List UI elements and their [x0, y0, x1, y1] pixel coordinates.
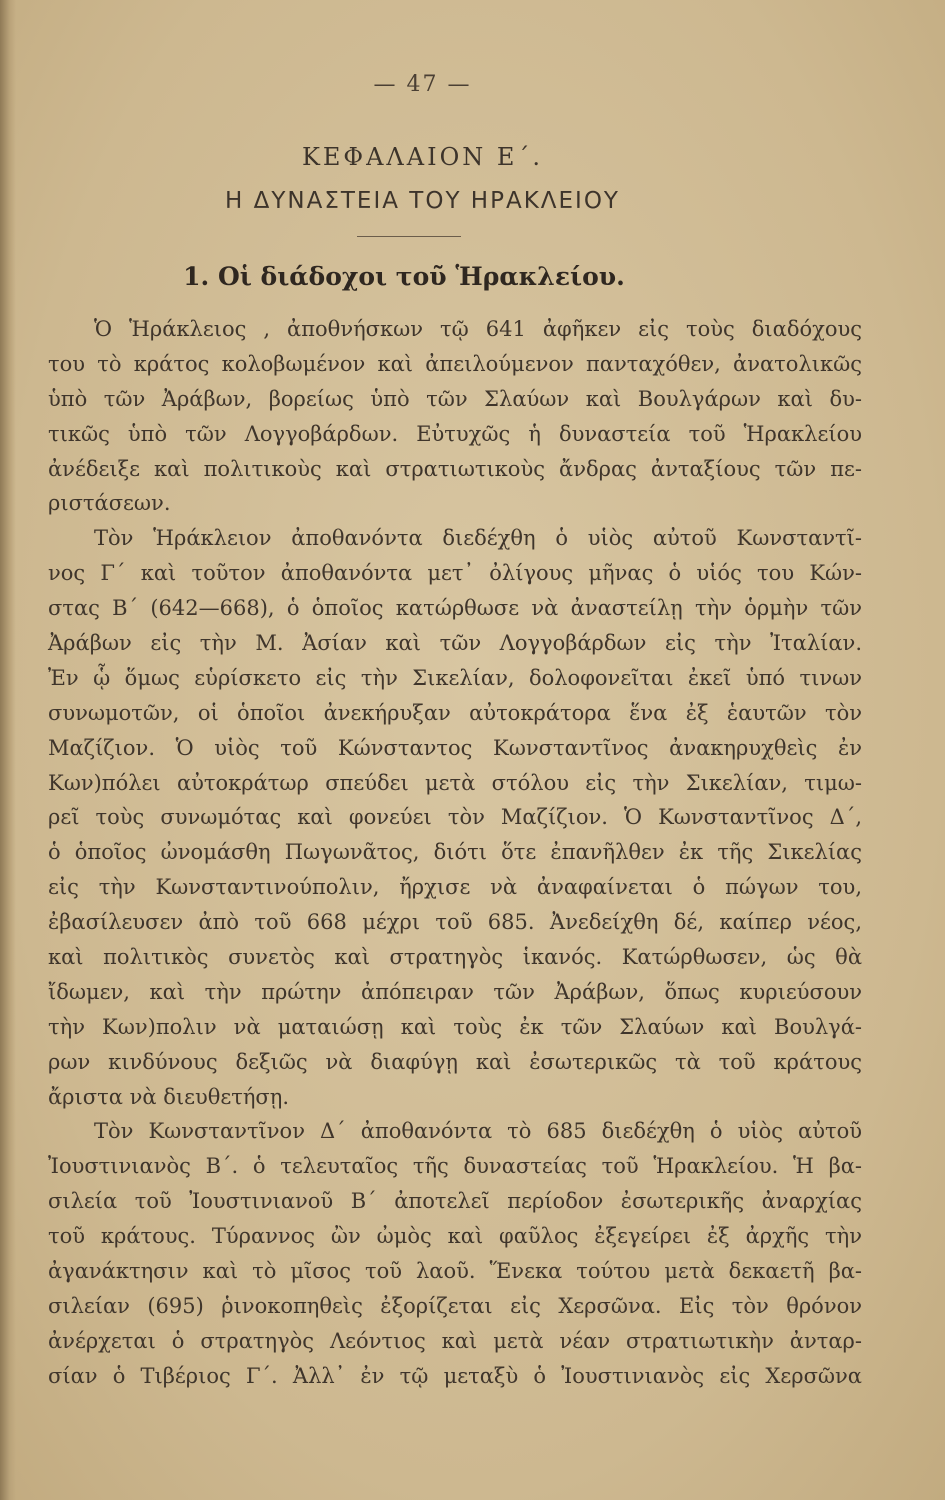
text-line: ἄριστα νὰ διευθετήσῃ.: [48, 1084, 290, 1109]
text-line: ἐβασίλευσεν ἀπὸ τοῦ 668 μέχρι τοῦ 685. Ἀνεδείχθη δέ, καίπερ νέος,: [48, 910, 862, 935]
text-line: καὶ πολιτικὸς συνετὸς καὶ στρατηγὸς ἱκανός. Κατώρθωσεν, ὡς θὰ: [48, 945, 862, 970]
text-line: ριστάσεων.: [48, 491, 171, 516]
text-line: στας Β΄ (642—668), ὁ ὁποῖος κατώρθωσε νὰ ἀναστείλῃ τὴν ὁρμὴν τῶν: [48, 596, 862, 621]
page-number: — 47 —: [373, 72, 472, 97]
text-line: του τὸ κράτος κολοβωμένον καὶ ἀπειλούμενον πανταχόθεν, ἀνατολικῶς: [48, 351, 862, 376]
section-title: 1. Οἱ διάδοχοι τοῦ Ἡρακλείου.: [183, 262, 625, 291]
chapter-heading: ΚΕΦΑΛΑΙΟΝ Ε΄.: [301, 143, 544, 171]
text-line: ὑπὸ τῶν Ἀράβων, βορείως ὑπὸ τῶν Σλαύων καὶ Βουλγάρων καὶ δυ-: [48, 386, 862, 411]
text-line: ὁ ὁποῖος ὠνομάσθη Πωγωνᾶτος, διότι ὅτε ἐπανῆλθεν ἐκ τῆς Σικελίας: [48, 840, 862, 865]
text-line: Κων)πόλει αὐτοκράτωρ σπεύδει μετὰ στόλου εἰς τὴν Σικελίαν, τιμω-: [48, 770, 862, 795]
text-line: Ἐν ᾧ ὅμως εὑρίσκετο εἰς τὴν Σικελίαν, δολοφονεῖται ἐκεῖ ὑπό τινων: [48, 665, 862, 690]
text-line: Τὸν Ἡράκλειον ἀποθανόντα διεδέχθη ὁ υἱὸς αὐτοῦ Κωνσταντῖ-: [94, 526, 862, 551]
text-line: εἰς τὴν Κωνσταντινούπολιν, ἤρχισε νὰ ἀναφαίνεται ὁ πώγων του,: [48, 875, 862, 900]
text-line: Ἀράβων εἰς τὴν Μ. Ἀσίαν καὶ τῶν Λογγοβάρδων εἰς τὴν Ἰταλίαν.: [48, 631, 862, 656]
page-edge-shadow: [0, 0, 16, 1500]
text-line: ρων κινδύνους δεξιῶς νὰ διαφύγῃ καὶ ἐσωτερικῶς τὰ τοῦ κράτους: [48, 1049, 862, 1074]
chapter-title: Η ΔΥΝΑΣΤΕΙΑ ΤΟΥ ΗΡΑΚΛΕΙΟΥ: [225, 188, 620, 214]
text-line: Ἰουστινιανὸς Β΄. ὁ τελευταῖος τῆς δυναστείας τοῦ Ἡρακλείου. Ἡ βα-: [48, 1154, 862, 1179]
text-line: συνωμοτῶν, οἱ ὁποῖοι ἀνεκήρυξαν αὐτοκράτορα ἕνα ἐξ ἑαυτῶν τὸν: [48, 700, 862, 725]
text-line: Ὁ Ἡράκλειος , ἀποθνήσκων τῷ 641 ἀφῆκεν εἰς τοὺς διαδόχους: [94, 317, 862, 341]
text-line: σιλεία τοῦ Ἰουστινιανοῦ Β΄ ἀποτελεῖ περίοδον ἐσωτερικῆς ἀναρχίας: [48, 1189, 862, 1214]
body-text: [48, 312, 862, 1394]
text-line: τικῶς ὑπὸ τῶν Λογγοβάρδων. Εὐτυχῶς ἡ δυναστεία τοῦ Ἡρακλείου: [48, 421, 862, 446]
text-line: Μαζίζιον. Ὁ υἱὸς τοῦ Κώνσταντος Κωνσταντῖνος ἀνακηρυχθεὶς ἐν: [48, 735, 862, 760]
title-divider: [357, 236, 461, 237]
text-line: τὴν Κων)πολιν νὰ ματαιώσῃ καὶ τοὺς ἐκ τῶν Σλαύων καὶ Βουλγά-: [48, 1014, 862, 1039]
text-line: ἀνέρχεται ὁ στρατηγὸς Λεόντιος καὶ μετὰ νέαν στρατιωτικὴν ἀνταρ-: [48, 1328, 862, 1353]
text-line: ἴδωμεν, καὶ τὴν πρώτην ἀπόπειραν τῶν Ἀράβων, ὅπως κυριεύσουν: [48, 979, 862, 1004]
text-line: ἀγανάκτησιν καὶ τὸ μῖσος τοῦ λαοῦ. Ἕνεκα τούτου μετὰ δεκαετῆ βα-: [48, 1259, 862, 1284]
text-line: ἀνέδειξε καὶ πολιτικοὺς καὶ στρατιωτικοὺς ἄνδρας ἀνταξίους τῶν πε-: [48, 456, 862, 481]
text-line: τοῦ κράτους. Τύραννος ὢν ὠμὸς καὶ φαῦλος ἐξεγείρει ἐξ ἀρχῆς τὴν: [48, 1224, 862, 1249]
text-line: νος Γ΄ καὶ τοῦτον ἀποθανόντα μετ᾽ ὀλίγους μῆνας ὁ υἱός του Κών-: [48, 561, 862, 586]
text-line: Τὸν Κωνσταντῖνον Δ΄ ἀποθανόντα τὸ 685 διεδέχθη ὁ υἱὸς αὐτοῦ: [94, 1119, 862, 1144]
text-line: σίαν ὁ Τιβέριος Γ΄. Ἀλλ᾽ ἐν τῷ μεταξὺ ὁ Ἰουστινιανὸς εἰς Χερσῶνα: [48, 1363, 862, 1388]
text-line: σιλείαν (695) ῥινοκοπηθεὶς ἐξορίζεται εἰς Χερσῶνα. Εἰς τὸν θρόνον: [48, 1293, 862, 1318]
text-line: ρεῖ τοὺς συνωμότας καὶ φονεύει τὸν Μαζίζιον. Ὁ Κωνσταντῖνος Δ΄,: [48, 805, 862, 830]
